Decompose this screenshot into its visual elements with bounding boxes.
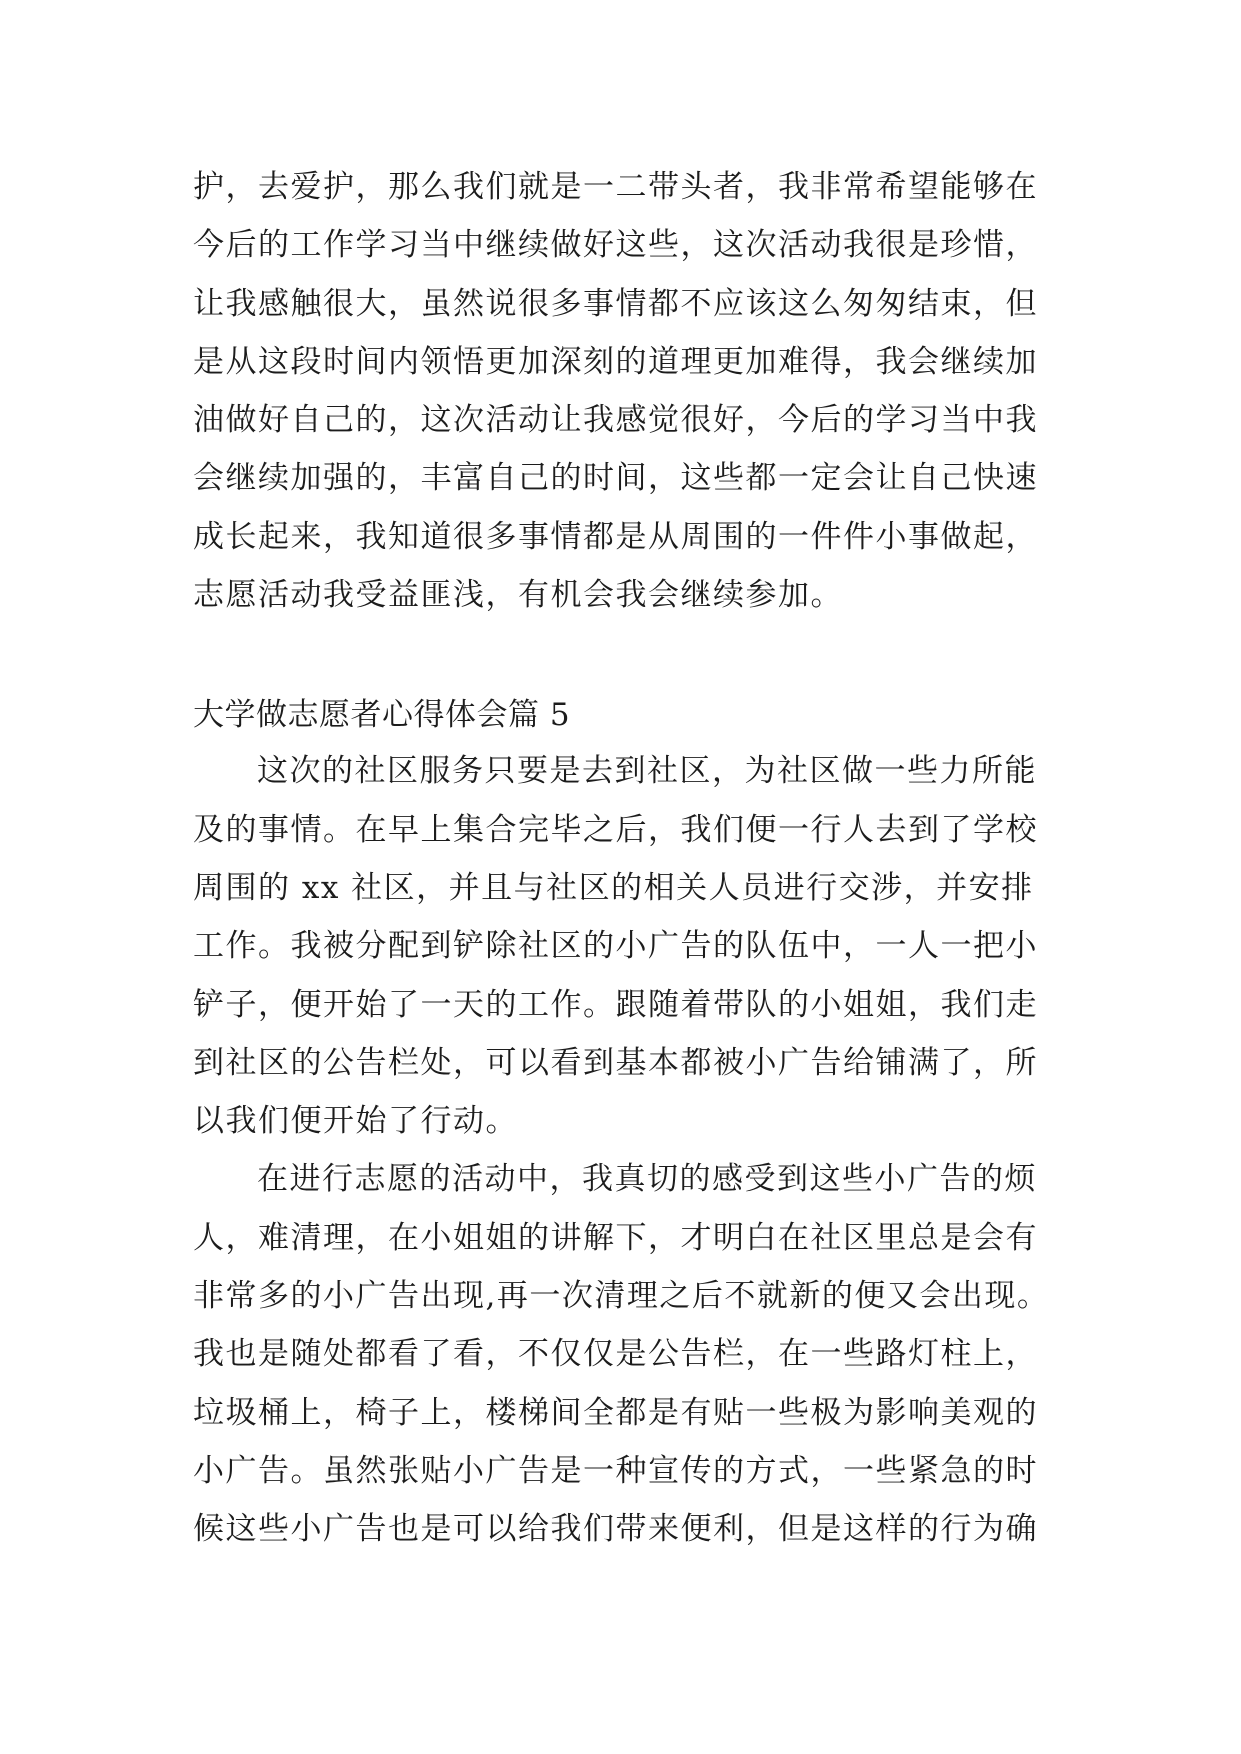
paragraph-1 bbox=[193, 742, 1053, 1150]
text-line: 成长起来，我知道很多事情都是从周围的一件件小事做起， bbox=[193, 518, 1038, 555]
section-spacer bbox=[193, 624, 1053, 688]
text-line: 护，去爱护，那么我们就是一二带头者，我非常希望能够在 bbox=[193, 169, 1038, 205]
text-line: 以我们便开始了行动。 bbox=[193, 1103, 518, 1140]
text-line: 小广告。虽然张贴小广告是一种宣传的方式，一些紧急的时 bbox=[193, 1452, 1038, 1489]
text-line: 周围的 xx 社区，并且与社区的相关人员进行交涉，并安排 bbox=[193, 869, 1034, 906]
intro-paragraph bbox=[193, 158, 1053, 624]
section-heading: 大学做志愿者心得体会篇 5 bbox=[193, 697, 571, 734]
text-line: 候这些小广告也是可以给我们带来便利，但是这样的行为确 bbox=[193, 1511, 1038, 1548]
text-line: 我也是随处都看了看，不仅仅是公告栏，在一些路灯柱上， bbox=[193, 1336, 1038, 1373]
text-line: 在进行志愿的活动中，我真切的感受到这些小广告的烦 bbox=[257, 1161, 1037, 1198]
text-line: 人，难清理，在小姐姐的讲解下，才明白在社区里总是会有 bbox=[193, 1219, 1038, 1256]
paragraph-2 bbox=[193, 1150, 1053, 1558]
text-line: 这次的社区服务只要是去到社区，为社区做一些力所能 bbox=[257, 753, 1037, 790]
text-line: 工作。我被分配到铲除社区的小广告的队伍中，一人一把小 bbox=[193, 928, 1038, 965]
text-line: 到社区的公告栏处，可以看到基本都被小广告给铺满了，所 bbox=[193, 1044, 1038, 1081]
text-line: 铲子，便开始了一天的工作。跟随着带队的小姐姐，我们走 bbox=[193, 986, 1038, 1023]
text-line: 志愿活动我受益匪浅，有机会我会继续参加。 bbox=[193, 577, 843, 614]
text-line: 会继续加强的，丰富自己的时间，这些都一定会让自己快速 bbox=[193, 460, 1038, 497]
text-line: 今后的工作学习当中继续做好这些，这次活动我很是珍惜， bbox=[193, 227, 1038, 264]
document-body bbox=[193, 158, 1053, 1559]
text-line: 及的事情。在早上集合完毕之后，我们便一行人去到了学校 bbox=[193, 811, 1038, 848]
text-line: 垃圾桶上，椅子上，楼梯间全都是有贴一些极为影响美观的 bbox=[193, 1394, 1038, 1431]
text-line: 非常多的小广告出现,再一次清理之后不就新的便又会出现。 bbox=[193, 1278, 1050, 1315]
text-line: 让我感触很大，虽然说很多事情都不应该这么匆匆结束，但 bbox=[193, 285, 1038, 322]
text-line: 是从这段时间内领悟更加深刻的道理更加难得，我会继续加 bbox=[193, 343, 1038, 380]
text-line: 油做好自己的，这次活动让我感觉很好，今后的学习当中我 bbox=[193, 402, 1038, 439]
